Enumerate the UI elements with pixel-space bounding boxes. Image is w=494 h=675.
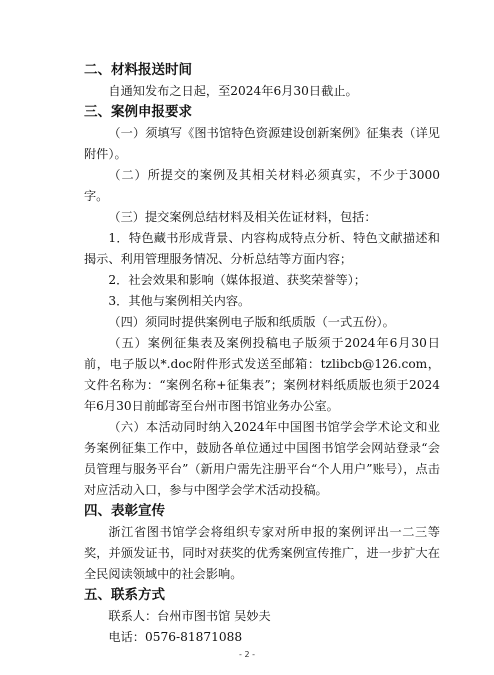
paragraph: （一）须填写《图书馆特色资源建设创新案例》征集表（详见附件）。 — [84, 126, 440, 161]
page-number: - 2 - — [239, 650, 255, 659]
paragraph: （三）提交案例总结材料及相关佐证材料，包括： — [108, 210, 377, 224]
paragraph: （二）所提交的案例及其相关材料必须真实，不少于3000字。 — [84, 168, 440, 203]
section-heading-4: 四、表彰宣传 — [84, 503, 165, 519]
paragraph: （四）须同时提供案例电子版和纸质版（一式五份）。 — [108, 315, 395, 329]
paragraph: （五）案例征集表及案例投稿电子版须于2024年6月30日前，电子版以*.doc附件形式发送至邮箱：tzlibcb@126.com，文件名称为：“案例名称+征集表”；案例材料纸质版也须于2024年6月30日前邮寄至台州市图书馆业务办公室。 — [84, 336, 440, 413]
paragraph: 2．社会效果和影响（媒体报道、获奖荣誉等）； — [108, 273, 366, 287]
paragraph: 3．其他与案例相关内容。 — [108, 294, 251, 308]
contact-person: 联系人：台州市图书馆 吴妙夫 — [108, 609, 271, 623]
section-heading-2: 二、材料报送时间 — [84, 62, 192, 78]
contact-phone: 电话：0576-81871088 — [108, 630, 243, 644]
section-heading-3: 三、案例申报要求 — [84, 104, 192, 120]
paragraph: 自通知发布之日起，至2024年6月30日截止。 — [108, 84, 358, 98]
paragraph: 1．特色藏书形成背景、内容构成特点分析、特色文献描述和揭示、利用管理服务情况、分析总结等方面内容； — [84, 231, 440, 266]
document-body — [84, 60, 440, 648]
paragraph: 浙江省图书馆学会将组织专家对所申报的案例评出一二三等奖，并颁发证书，同时对获奖的优秀案例宣传推广，进一步扩大在全民阅读领域中的社会影响。 — [84, 525, 440, 581]
paragraph: （六）本活动同时纳入2024年中国图书馆学会学术论文和业务案例征集工作中，鼓励各单位通过中国图书馆学会网站登录“会员管理与服务平台”（新用户需先注册平台“个人用户”账号），点击对应活动入口，参与中图学会学术活动投稿。 — [84, 420, 440, 497]
section-heading-5: 五、联系方式 — [84, 587, 165, 603]
